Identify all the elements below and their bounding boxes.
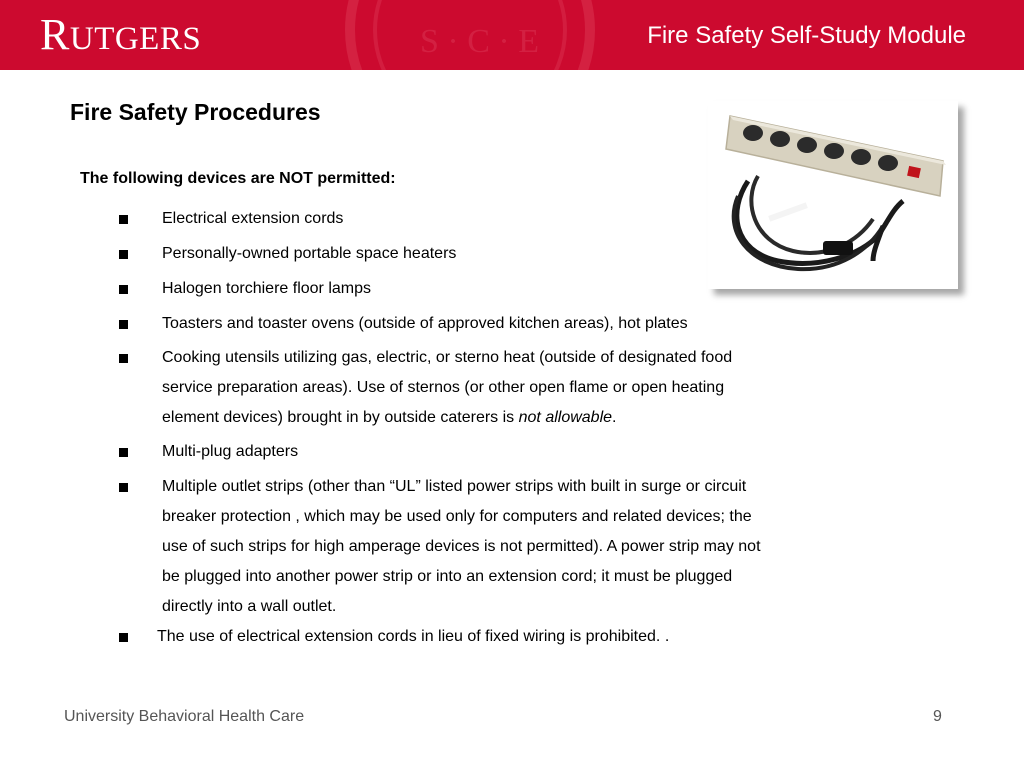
page-number: 9 (933, 708, 942, 725)
square-bullet-icon (119, 633, 128, 642)
bullet-text: Cooking utensils utilizing gas, electric, or sterno heat (outside of designated food (162, 349, 733, 366)
square-bullet-icon (119, 354, 128, 363)
square-bullet-icon (119, 215, 128, 224)
bullet-text: element devices) brought in by outside caterers is not allowable. (162, 409, 617, 426)
svg-text:S · C · E: S · C · E (420, 23, 539, 60)
module-title: Fire Safety Self-Study Module (647, 22, 966, 49)
rutgers-logo: RUTGERS (40, 10, 202, 59)
slide-title: Fire Safety Procedures (70, 99, 321, 125)
bullet-text: Halogen torchiere floor lamps (162, 280, 371, 297)
bullet-text: Electrical extension cords (162, 210, 344, 227)
bullet-text: Personally-owned portable space heaters (162, 245, 457, 262)
bullet-text: Multiple outlet strips (other than “UL” listed power strips with built in surge or circuit (162, 478, 747, 495)
bullet-text: be plugged into another power strip or into an extension cord; it must be plugged (162, 568, 733, 585)
square-bullet-icon (119, 285, 128, 294)
emphasis-text: not allowable (518, 409, 613, 426)
footer-organization: University Behavioral Health Care (64, 708, 305, 725)
square-bullet-icon (119, 483, 128, 492)
bullet-text: Toasters and toaster ovens (outside of approved kitchen areas), hot plates (162, 315, 688, 332)
bullet-text: breaker protection , which may be used only for computers and related devices; the (162, 508, 752, 525)
square-bullet-icon (119, 448, 128, 457)
bullet-text: Multi-plug adapters (162, 443, 299, 460)
power-strip-icon (708, 101, 958, 289)
bullet-text: The use of electrical extension cords in lieu of fixed wiring is prohibited. . (157, 628, 670, 645)
power-strip-photo (708, 101, 958, 289)
square-bullet-icon (119, 320, 128, 329)
bullet-text: service preparation areas). Use of sternos (or other open flame or open heating (162, 379, 725, 396)
bullet-text: directly into a wall outlet. (162, 598, 337, 615)
square-bullet-icon (119, 250, 128, 259)
bullet-text: use of such strips for high amperage devices is not permitted). A power strip may not (162, 538, 761, 555)
subheading: The following devices are NOT permitted: (80, 170, 396, 187)
